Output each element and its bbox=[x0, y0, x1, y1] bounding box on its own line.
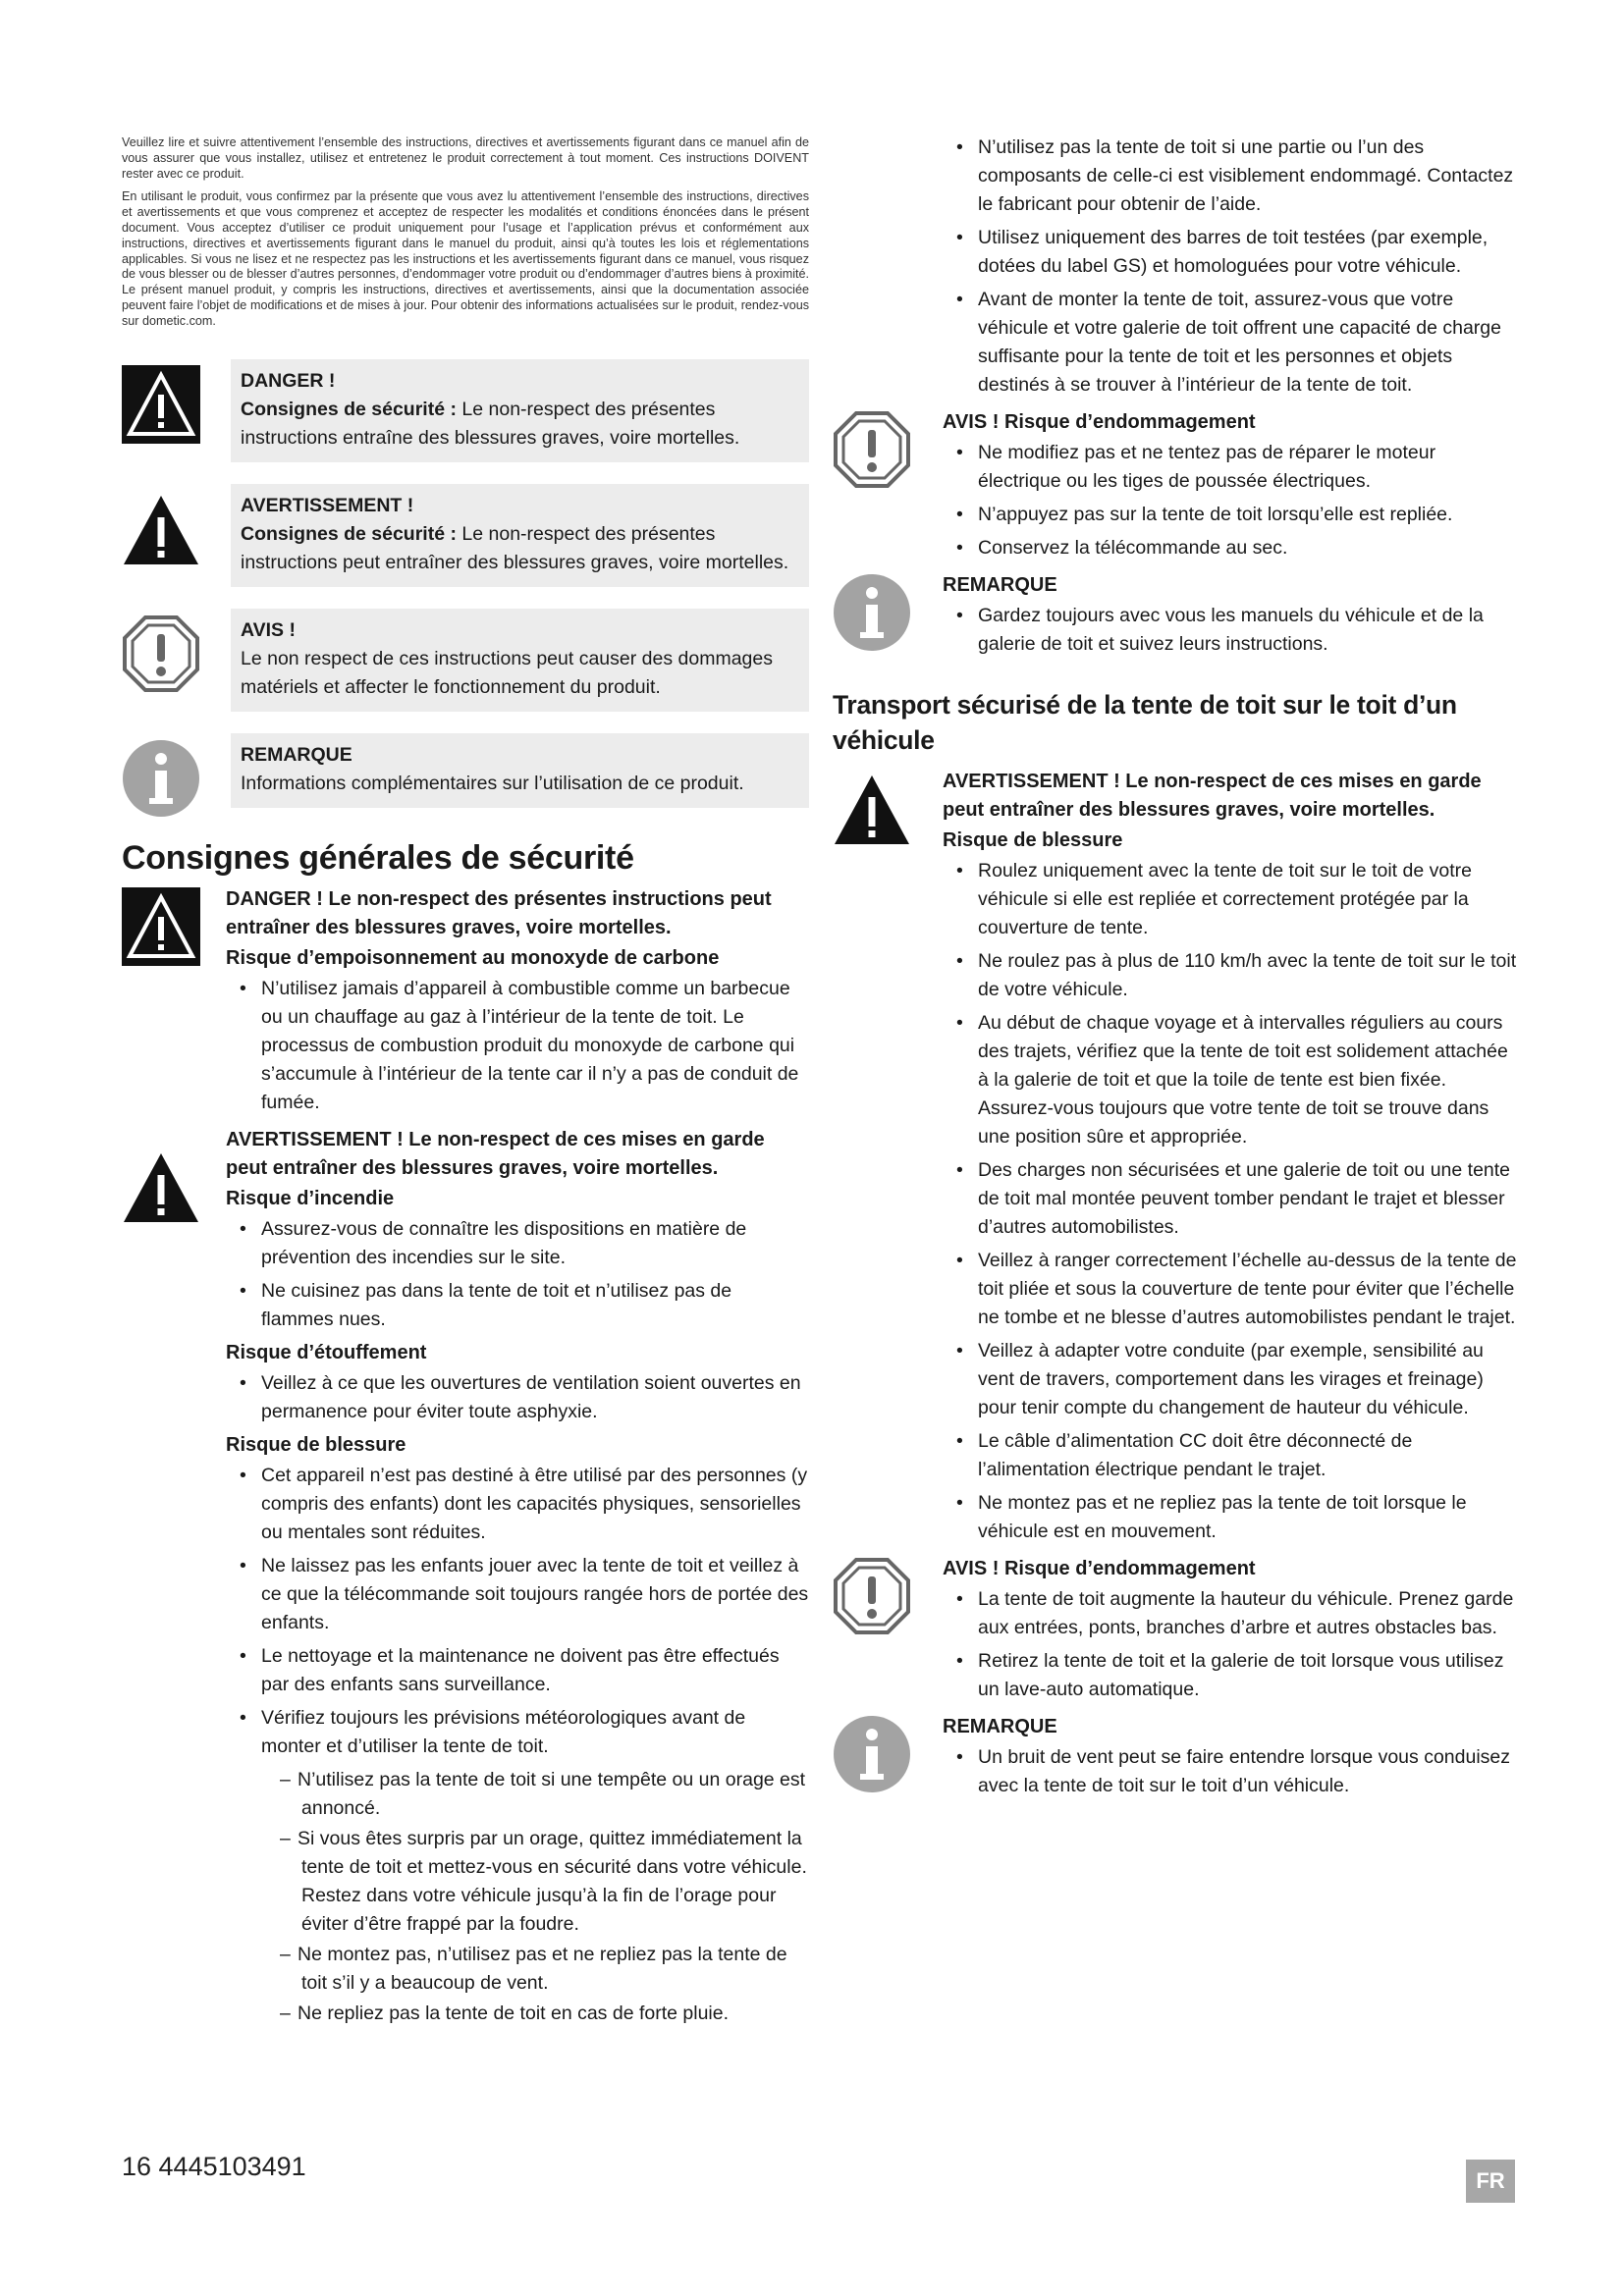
sub-list-item: – Si vous êtes surpris par un orage, quittez immédiatement la tente de toit et mettez-vous en sécurité dans votre véhicule. Restez dans votre véhicule jusqu’à la fin de l’orage pour éviter d’être frappé par la foudre. bbox=[226, 1825, 809, 1939]
notice-damage-block-2 bbox=[833, 1555, 1520, 1709]
list-item: • Cet appareil n’est pas destiné à être utilisé par des personnes (y compris des enfants) dont les capacités physiques, sensorielles ou mentales sont réduites. bbox=[226, 1462, 809, 1547]
language-badge: FR bbox=[1466, 2160, 1515, 2203]
list-item: • Vérifiez toujours les prévisions météorologiques avant de monter et d’utiliser la tente de toit. bbox=[226, 1704, 809, 1761]
notice-octagon-icon bbox=[833, 1555, 911, 1635]
general-warning-block bbox=[122, 1126, 809, 2030]
block-heading: AVIS ! Risque d’endommagement bbox=[943, 1558, 1256, 1579]
signal-warning-text bbox=[231, 484, 809, 587]
warning-triangle-icon bbox=[833, 768, 911, 848]
list-item: • Roulez uniquement avec la tente de toit sur le toit de votre véhicule si elle est repliée et correctement protégée par la couverture de tente. bbox=[943, 857, 1520, 942]
list-item: • Des charges non sécurisées et une galerie de toit ou une tente de toit mal montée peuvent tomber pendant le trajet et blesser d’autres automobilistes. bbox=[943, 1156, 1520, 1242]
section-heading-general-safety: Consignes générales de sécurité bbox=[122, 838, 634, 877]
risk-subheading: Risque d’incendie bbox=[226, 1187, 395, 1209]
list-item: • Retirez la tente de toit et la galerie de toit lorsque vous utilisez un lave-auto automatique. bbox=[943, 1647, 1520, 1704]
list-item: • Gardez toujours avec vous les manuels du véhicule et de la galerie de toit et suivez leurs instructions. bbox=[943, 602, 1520, 659]
list-item: • Veillez à ranger correctement l’échelle au-dessus de la tente de toit pliée et sous la couverture de tente pour éviter que l’échelle ne tombe et ne blesse d’autres automobilistes pendant le trajet. bbox=[943, 1247, 1520, 1332]
notice-damage-block bbox=[833, 408, 1520, 567]
signal-desc: Le non-respect des présentes instructions peut entraîner des blessures graves, voire mortelles. bbox=[241, 522, 789, 573]
list-item: • N’utilisez pas la tente de toit si une partie ou l’un des composants de celle-ci est visiblement endommagé. Contactez le fabricant pour obtenir de l’aide. bbox=[943, 133, 1520, 219]
list-item: • Le câble d’alimentation CC doit être déconnecté de l’alimentation électrique pendant le trajet. bbox=[943, 1427, 1520, 1484]
block-heading: AVIS ! Risque d’endommagement bbox=[943, 411, 1256, 433]
section-heading-transport: Transport sécurisé de la tente de toit sur le toit d’un véhicule bbox=[833, 690, 1457, 755]
right-column bbox=[833, 132, 1520, 1809]
list-item: • Ne cuisinez pas dans la tente de toit et n’utilisez pas de flammes nues. bbox=[226, 1277, 809, 1334]
remark-block-2 bbox=[833, 1713, 1520, 1805]
info-circle-icon bbox=[833, 1713, 911, 1793]
risk-subheading: Risque de blessure bbox=[943, 829, 1123, 851]
list-item: • Utilisez uniquement des barres de toit testées (par exemple, dotées du label GS) et homologuées pour votre véhicule. bbox=[943, 224, 1520, 281]
signal-desc: Le non respect de ces instructions peut causer des dommages matériels et affecter le fonctionnement du produit. bbox=[241, 647, 773, 698]
signal-lead: Consignes de sécurité : bbox=[241, 398, 457, 420]
list-item: • Ne laissez pas les enfants jouer avec la tente de toit et veillez à ce que la télécommande soit toujours rangée hors de portée des enfants. bbox=[226, 1552, 809, 1637]
left-column bbox=[122, 135, 809, 2034]
info-circle-icon bbox=[833, 571, 911, 652]
signal-danger-text bbox=[231, 359, 809, 462]
signal-lead: Consignes de sécurité : bbox=[241, 522, 457, 545]
signal-remark-text bbox=[231, 733, 809, 808]
danger-square-icon bbox=[122, 359, 200, 444]
signal-remark bbox=[122, 733, 809, 818]
right-top-list bbox=[833, 132, 1520, 404]
block-heading: AVERTISSEMENT ! Le non-respect de ces mises en garde peut entraîner des blessures graves, voire mortelles. bbox=[226, 1128, 765, 1179]
warning-triangle-icon bbox=[122, 484, 200, 568]
risk-subheading: Risque de blessure bbox=[226, 1433, 406, 1456]
list-item: • Ne modifiez pas et ne tentez pas de réparer le moteur électrique ou les tiges de poussée électriques. bbox=[943, 439, 1520, 496]
list-item: • Avant de monter la tente de toit, assurez-vous que votre véhicule et votre galerie de toit offrent une capacité de charge suffisante pour la tente de toit et les personnes et objets destinés à se trouver à l’intérieur de la tente de toit. bbox=[943, 286, 1520, 400]
list-item: • Veillez à ce que les ouvertures de ventilation soient ouvertes en permanence pour éviter toute asphyxie. bbox=[226, 1369, 809, 1426]
list-item: • Ne montez pas et ne repliez pas la tente de toit lorsque le véhicule est en mouvement. bbox=[943, 1489, 1520, 1546]
block-heading: REMARQUE bbox=[943, 574, 1057, 596]
transport-warning-block bbox=[833, 768, 1520, 1551]
sub-list-item: – Ne montez pas, n’utilisez pas et ne repliez pas la tente de toit s’il y a beaucoup de vent. bbox=[226, 1941, 809, 1998]
intro-text bbox=[122, 135, 809, 330]
warning-triangle-icon bbox=[122, 1126, 200, 1226]
signal-danger bbox=[122, 359, 809, 462]
signal-title: DANGER ! bbox=[241, 369, 336, 392]
signal-desc: Informations complémentaires sur l’utilisation de ce produit. bbox=[241, 772, 744, 794]
sub-list-item: – N’utilisez pas la tente de toit si une tempête ou un orage est annoncé. bbox=[226, 1766, 809, 1823]
signal-title: REMARQUE bbox=[241, 743, 352, 766]
intro-paragraph-1: Veuillez lire et suivre attentivement l’ensemble des instructions, directives et avertissements figurant dans ce manuel afin de vous assurer que vous installez, utilisez et entretenez le produit correctement à tout moment. Ces instructions DOIVENT rester avec ce produit. bbox=[122, 135, 809, 181]
risk-subheading: Risque d’empoisonnement au monoxyde de carbone bbox=[226, 946, 720, 969]
list-item: • Conservez la télécommande au sec. bbox=[943, 534, 1520, 562]
list-item: • Au début de chaque voyage et à intervalles réguliers au cours des trajets, vérifiez que la tente de toit est solidement attachée à la galerie de toit et que la toile de tente est bien fixée. Assurez-vous toujours que votre tente de toit se trouve dans une position sûre et appropriée. bbox=[943, 1009, 1520, 1151]
page-number-code: 16 4445103491 bbox=[122, 2152, 306, 2181]
signal-title: AVIS ! bbox=[241, 618, 296, 641]
info-circle-icon bbox=[122, 733, 200, 818]
signal-title: AVERTISSEMENT ! bbox=[241, 494, 414, 516]
general-danger-block bbox=[122, 885, 809, 1122]
signal-notice bbox=[122, 609, 809, 712]
list-item: • Ne roulez pas à plus de 110 km/h avec la tente de toit sur le toit de votre véhicule. bbox=[943, 947, 1520, 1004]
block-heading: AVERTISSEMENT ! Le non-respect de ces mises en garde peut entraîner des blessures graves, voire mortelles. bbox=[943, 771, 1482, 821]
block-heading: DANGER ! Le non-respect des présentes instructions peut entraîner des blessures graves, voire mortelles. bbox=[226, 887, 772, 938]
intro-paragraph-2: En utilisant le produit, vous confirmez par la présente que vous avez lu attentivement l’ensemble des instructions, directives et avertissements et que vous comprenez et acceptez de respecter les modalités et conditions énoncées dans le présent document. Vous acceptez d’utiliser ce produit uniquement pour l’usage et l’application prévus et conformément aux instructions, directives et avertissements figurant dans le manuel du produit, ainsi qu’à toutes les lois et réglementations applicables. Si vous ne lisez et ne respectez pas les instructions et les avertissements figurant dans ce manuel, vous risquez de vous blesser ou de blesser d’autres personnes, d’endommager votre produit ou d’endommager d’autres biens à proximité. Le présent manuel produit, y compris les instructions, directives et avertissements, ainsi que la documentation associée peuvent faire l’objet de modifications et de mises à jour. Pour obtenir des informations actualisées sur le produit, rendez-vous sur dometic.com. bbox=[122, 189, 809, 328]
notice-octagon-icon bbox=[122, 609, 200, 693]
signal-warning bbox=[122, 484, 809, 587]
list-item: • N’utilisez jamais d’appareil à combustible comme un barbecue ou un chauffage au gaz à l’intérieur de la tente de toit. Le processus de combustion produit du monoxyde de carbone qui s’accumule à l’intérieur de la tente car il n’y a pas de conduit de fumée. bbox=[226, 975, 809, 1117]
list-item: • Veillez à adapter votre conduite (par exemple, sensibilité au vent de travers, comportement dans les virages et freinage) pour tenir compte du changement de hauteur du véhicule. bbox=[943, 1337, 1520, 1422]
block-heading: REMARQUE bbox=[943, 1716, 1057, 1737]
signal-desc: Le non-respect des présentes instructions entraîne des blessures graves, voire mortelles. bbox=[241, 398, 740, 449]
list-item: • N’appuyez pas sur la tente de toit lorsqu’elle est repliée. bbox=[943, 501, 1520, 529]
risk-subheading: Risque d’étouffement bbox=[226, 1341, 427, 1363]
signal-notice-text bbox=[231, 609, 809, 712]
list-item: • Le nettoyage et la maintenance ne doivent pas être effectués par des enfants sans surveillance. bbox=[226, 1642, 809, 1699]
danger-square-icon bbox=[122, 885, 200, 966]
list-item: • La tente de toit augmente la hauteur du véhicule. Prenez garde aux entrées, ponts, branches d’arbre et autres obstacles bas. bbox=[943, 1585, 1520, 1642]
sub-list-item: – Ne repliez pas la tente de toit en cas de forte pluie. bbox=[226, 2000, 809, 2028]
list-item: • Un bruit de vent peut se faire entendre lorsque vous conduisez avec la tente de toit sur le toit d’un véhicule. bbox=[943, 1743, 1520, 1800]
notice-octagon-icon bbox=[833, 408, 911, 489]
list-item: • Assurez-vous de connaître les dispositions en matière de prévention des incendies sur le site. bbox=[226, 1215, 809, 1272]
remark-block bbox=[833, 571, 1520, 664]
